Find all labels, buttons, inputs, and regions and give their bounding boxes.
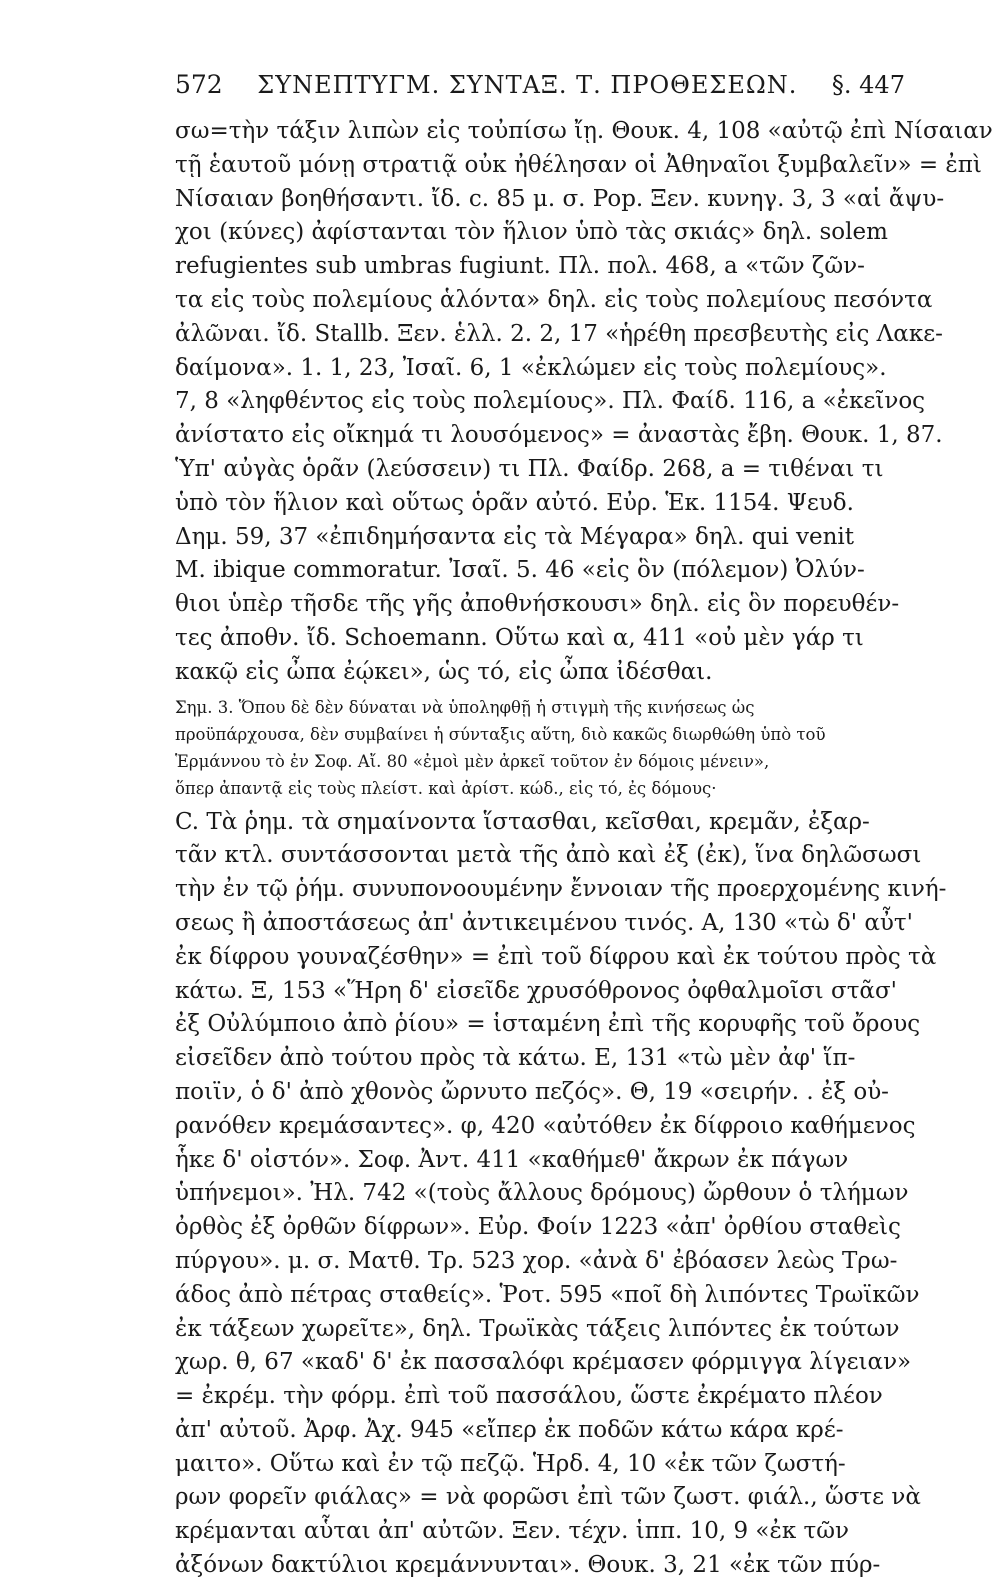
- text-line: = ἐκρέμ. τὴν φόρμ. ἐπὶ τοῦ πασσάλου, ὥστε ἐκρέματο πλέον: [175, 1383, 883, 1410]
- text-line: ποιϊν, ὁ δ' ἀπὸ χθονὸς ὤρνυτο πεζός». Θ, 19 «σειρήν. . ἐξ οὐ-: [175, 1078, 889, 1105]
- text-line: μαιτο». Οὕτω καὶ ἐν τῷ πεζῷ. Ἡρδ. 4, 10 «ἐκ τῶν ζωστή-: [175, 1450, 846, 1477]
- text-line: ὀρθὸς ἐξ ὀρθῶν δίφρων». Εὐρ. Φοίν 1223 «ἀπ' ὀρθίου σταθεὶς: [175, 1214, 901, 1241]
- text-line: σω=τὴν τάξιν λιπὼν εἰς τοὐπίσω ἴῃ. Θουκ. 4, 108 «αὐτῷ ἐπὶ Νίσαιαν: [175, 118, 993, 144]
- text-line: M. ibique commoratur. Ἰσαῖ. 5. 46 «εἰς ὃν (πόλεμον) Ὀλύν-: [175, 557, 865, 584]
- section-number: §. 447: [831, 71, 905, 99]
- text-line: ρων φορεῖν φιάλας» = νὰ φορῶσι ἐπὶ τῶν ζωστ. φιάλ., ὥστε νὰ: [175, 1484, 921, 1511]
- text-line: Σημ. 3. Ὅπου δὲ δὲν δύναται νὰ ὑποληφθῇ ἡ στιγμὴ τῆς κινήσεως ὡς: [175, 697, 755, 717]
- text-line: θιοι ὑπὲρ τῆσδε τῆς γῆς ἀποθνήσκουσι» δηλ. εἰς ὃν πορευθέν-: [175, 591, 900, 618]
- text-line: τες ἀποθν. ἴδ. Schoemann. Οὕτω καὶ α, 411 «οὐ μὲν γάρ τι: [175, 624, 864, 651]
- running-header: [175, 70, 905, 99]
- text-line: C. Τὰ ῥημ. τὰ σημαίνοντα ἵστασθαι, κεῖσθαι, κρεμᾶν, ἐξαρ-: [175, 808, 870, 835]
- text-line: τα εἰς τοὺς πολεμίους ἁλόντα» δηλ. εἰς τοὺς πολεμίους πεσόντα: [175, 286, 933, 313]
- text-line: δαίμονα». 1. 1, 23, Ἰσαῖ. 6, 1 «ἐκλώμεν εἰς τοὺς πολεμίους».: [175, 354, 887, 381]
- page-number: 572: [175, 70, 223, 99]
- text-line: ἐκ τάξεων χωρεῖτε», δηλ. Τρωϊκὰς τάξεις λιπόντες ἐκ τούτων: [175, 1315, 900, 1342]
- text-line: άδος ἀπὸ πέτρας σταθείς». Ῥοτ. 595 «ποῖ δὴ λιπόντες Τρωϊκῶν: [175, 1281, 920, 1308]
- running-title: ΣΥΝΕΠΤΥΓΜ. ΣΥΝΤΑΞ. Τ. ΠΡΟΘΕΣΕΩΝ.: [257, 71, 798, 99]
- text-line: τᾶν κτλ. συντάσσονται μετὰ τῆς ἀπὸ καὶ ἐξ (ἐκ), ἵνα δηλῶσωσι: [175, 842, 922, 869]
- text-line: Δημ. 59, 37 «ἐπιδημήσαντα εἰς τὰ Μέγαρα» δηλ. qui venit: [175, 523, 855, 550]
- text-line: πύργου». μ. σ. Ματθ. Τρ. 523 χορ. «ἀνὰ δ' ἐβόασεν λεὼς Τρω-: [175, 1247, 898, 1274]
- text-line: Νίσαιαν βοηθήσαντι. ἴδ. c. 85 μ. σ. Pop. Ξεν. κυνηγ. 3, 3 «αἱ ἄψυ-: [175, 185, 945, 212]
- text-line: ἐξ Οὐλύμποιο ἀπὸ ῥίου» = ἱσταμένη ἐπὶ τῆς κορυφῆς τοῦ ὄρους: [175, 1011, 921, 1038]
- text-line: ὑπήνεμοι». Ἠλ. 742 «(τοὺς ἄλλους δρόμους) ὤρθουν ὁ τλήμων: [175, 1180, 909, 1207]
- text-line: ἀξόνων δακτύλιοι κρεμάννυνται». Θουκ. 3, 21 «ἐκ τῶν πύρ-: [175, 1552, 881, 1579]
- text-line: ὑπὸ τὸν ἥλιον καὶ οὕτως ὁρᾶν αὐτό. Εὐρ. Ἑκ. 1154. Ψευδ.: [175, 489, 854, 516]
- text-line: ὅπερ ἀπαντᾷ εἰς τοὺς πλείστ. καὶ ἀρίστ. κώδ., εἰς τό, ἐς δόμους·: [175, 778, 717, 798]
- text-line: χωρ. θ, 67 «καδ' δ' ἐκ πασσαλόφι κρέμασεν φόρμιγγα λίγειαν»: [175, 1349, 912, 1376]
- text-line: σεως ἢ ἀποστάσεως ἀπ' ἀντικειμένου τινός. Α, 130 «τὼ δ' αὖτ': [175, 909, 913, 936]
- text-line: προϋπάρχουσα, δὲν συμβαίνει ἡ σύνταξις αὕτη, διὸ κακῶς διωρθώθη ὑπὸ τοῦ: [175, 724, 826, 744]
- text-line: refugientes sub umbras fugiunt. Πλ. πολ. 468, a «τῶν ζῶν-: [175, 253, 865, 280]
- text-line: τὴν ἐν τῷ ῥήμ. συνυπονοουμένην ἔννοιαν τῆς προερχομένης κινή-: [175, 876, 947, 903]
- text-line: ἀλῶναι. ἴδ. Stallb. Ξεν. ἑλλ. 2. 2, 17 «ἡρέθη πρεσβευτὴς εἰς Λακε-: [175, 320, 943, 347]
- text-line: ἧκε δ' οἰστόν». Σοφ. Ἀντ. 411 «καθήμεθ' ἄκρων ἐκ πάγων: [175, 1146, 849, 1173]
- text-line: τῇ ἑαυτοῦ μόνῃ στρατιᾷ οὐκ ἠθέλησαν οἱ Ἀθηναῖοι ξυμβαλεῖν» = ἐπὶ: [175, 151, 982, 178]
- text-line: ἐκ δίφρου γουναζέσθην» = ἐπὶ τοῦ δίφρου καὶ ἐκ τούτου πρὸς τὰ: [175, 943, 937, 970]
- text-line: Ὑπ' αὐγὰς ὁρᾶν (λεύσσειν) τι Πλ. Φαίδρ. 268, a = τιθέναι τι: [175, 455, 884, 482]
- text-line: 7, 8 «ληφθέντος εἰς τοὺς πολεμίους». Πλ. Φαίδ. 116, a «ἐκεῖνος: [175, 388, 926, 415]
- text-line: Ἑρμάννου τὸ ἐν Σοφ. Αἴ. 80 «ἐμοὶ μὲν ἀρκεῖ τοῦτον ἐν δόμοις μένειν»,: [175, 751, 770, 771]
- text-line: κάτω. Ξ, 153 «Ἥρη δ' εἰσεῖδε χρυσόθρονος ὀφθαλμοῖσι στᾶσ': [175, 977, 897, 1004]
- text-line: χοι (κύνες) ἀφίστανται τὸν ἥλιον ὑπὸ τὰς σκιάς» δηλ. solem: [175, 219, 888, 246]
- text-line: ρανόθεν κρεμάσαντες». φ, 420 «αὐτόθεν ἐκ δίφροιο καθήμενος: [175, 1112, 916, 1139]
- text-line: κακῷ εἰς ὦπα ἐῴκει», ὡς τό, εἰς ὦπα ἰδέσθαι.: [175, 658, 713, 685]
- text-line: ἀπ' αὐτοῦ. Ἀρφ. Ἀχ. 945 «εἴπερ ἐκ ποδῶν κάτω κάρα κρέ-: [175, 1416, 844, 1443]
- text-line: εἰσεῖδεν ἀπὸ τούτου πρὸς τὰ κάτω. Ε, 131 «τὼ μὲν ἀφ' ἵπ-: [175, 1045, 856, 1072]
- text-line: ἀνίστατο εἰς οἴκημά τι λουσόμενος» = ἀναστὰς ἔβη. Θουκ. 1, 87.: [175, 422, 943, 449]
- footnote-block: [175, 694, 905, 802]
- paragraph-block-c: [175, 806, 947, 1583]
- text-line: κρέμανται αὗται ἀπ' αὐτῶν. Ξεν. τέχν. ἱππ. 10, 9 «ἐκ τῶν: [175, 1518, 849, 1545]
- body-text: [175, 115, 993, 1583]
- paragraph-block: [175, 115, 993, 690]
